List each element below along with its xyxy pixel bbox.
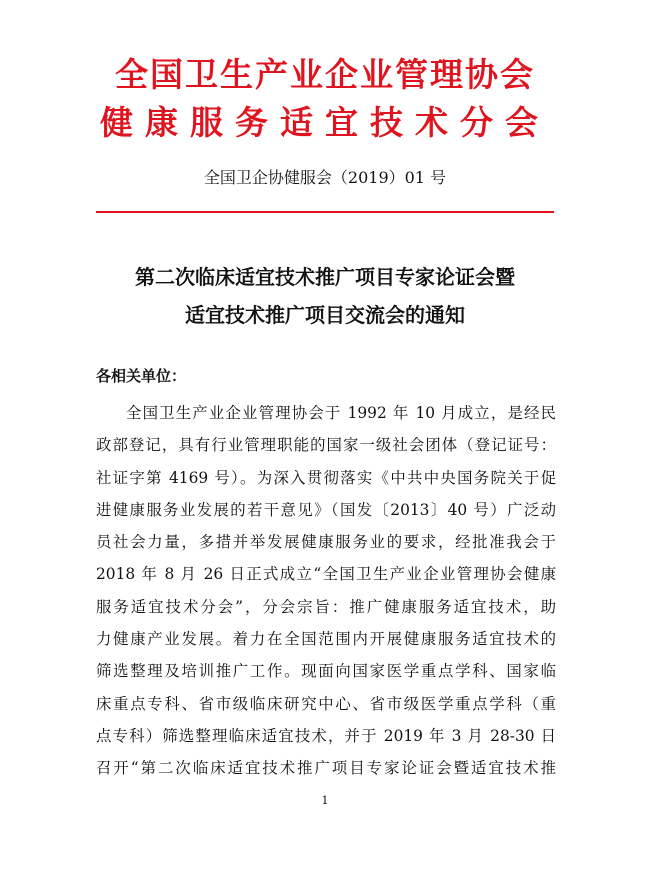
body-line: 服务适宜技术分会”，分会宗旨：推广健康服务适宜技术，助 bbox=[96, 597, 556, 616]
body-line: 全国卫生产业企业管理协会于 1992 年 10 月成立，是经民 bbox=[126, 404, 556, 422]
body-line: 社证字第 4169 号）。为深入贯彻落实《中共中央国务院关于促 bbox=[96, 468, 556, 487]
notice-title-line2: 适宜技术推广项目交流会的通知 bbox=[185, 303, 465, 327]
body-line: 床重点专科、省市级临床研究中心、省市级医学重点学科（重 bbox=[96, 694, 556, 713]
document-number: 全国卫企协健服会（2019）01 号 bbox=[203, 168, 447, 187]
body-line: 点专科）筛选整理临床适宜技术，并于 2019 年 3 月 28-30 日 bbox=[96, 726, 556, 745]
body-line: 筛选整理及培训推广工作。现面向国家医学重点学科、国家临 bbox=[96, 662, 556, 681]
body-line: 2018 年 8 月 26 日正式成立“全国卫生产业企业管理协会健康 bbox=[96, 565, 556, 584]
body-line: 进健康服务业发展的若干意见》（国发〔2013〕40 号）广泛动 bbox=[96, 500, 556, 519]
body-line: 政部登记，具有行业管理职能的国家一级社会团体（登记证号： bbox=[96, 436, 556, 455]
salutation: 各相关单位： bbox=[96, 367, 187, 385]
body-line: 员社会力量，多措并举发展健康服务业的要求，经批准我会于 bbox=[96, 533, 556, 552]
notice-title-line1: 第二次临床适宜技术推广项目专家论证会暨 bbox=[135, 265, 515, 289]
body-line: 力健康产业发展。着力在全国范围内开展健康服务适宜技术的 bbox=[96, 630, 556, 649]
page-number: 1 bbox=[321, 794, 329, 807]
red-divider-rule bbox=[96, 211, 554, 213]
body-line: 召开“第二次临床适宜技术推广项目专家论证会暨适宜技术推 bbox=[96, 759, 556, 778]
org-title-line1: 全国卫生产业企业管理协会 bbox=[115, 55, 535, 94]
org-title-line2: 健康服务适宜技术分会 bbox=[100, 103, 550, 142]
body-paragraph bbox=[96, 397, 556, 785]
